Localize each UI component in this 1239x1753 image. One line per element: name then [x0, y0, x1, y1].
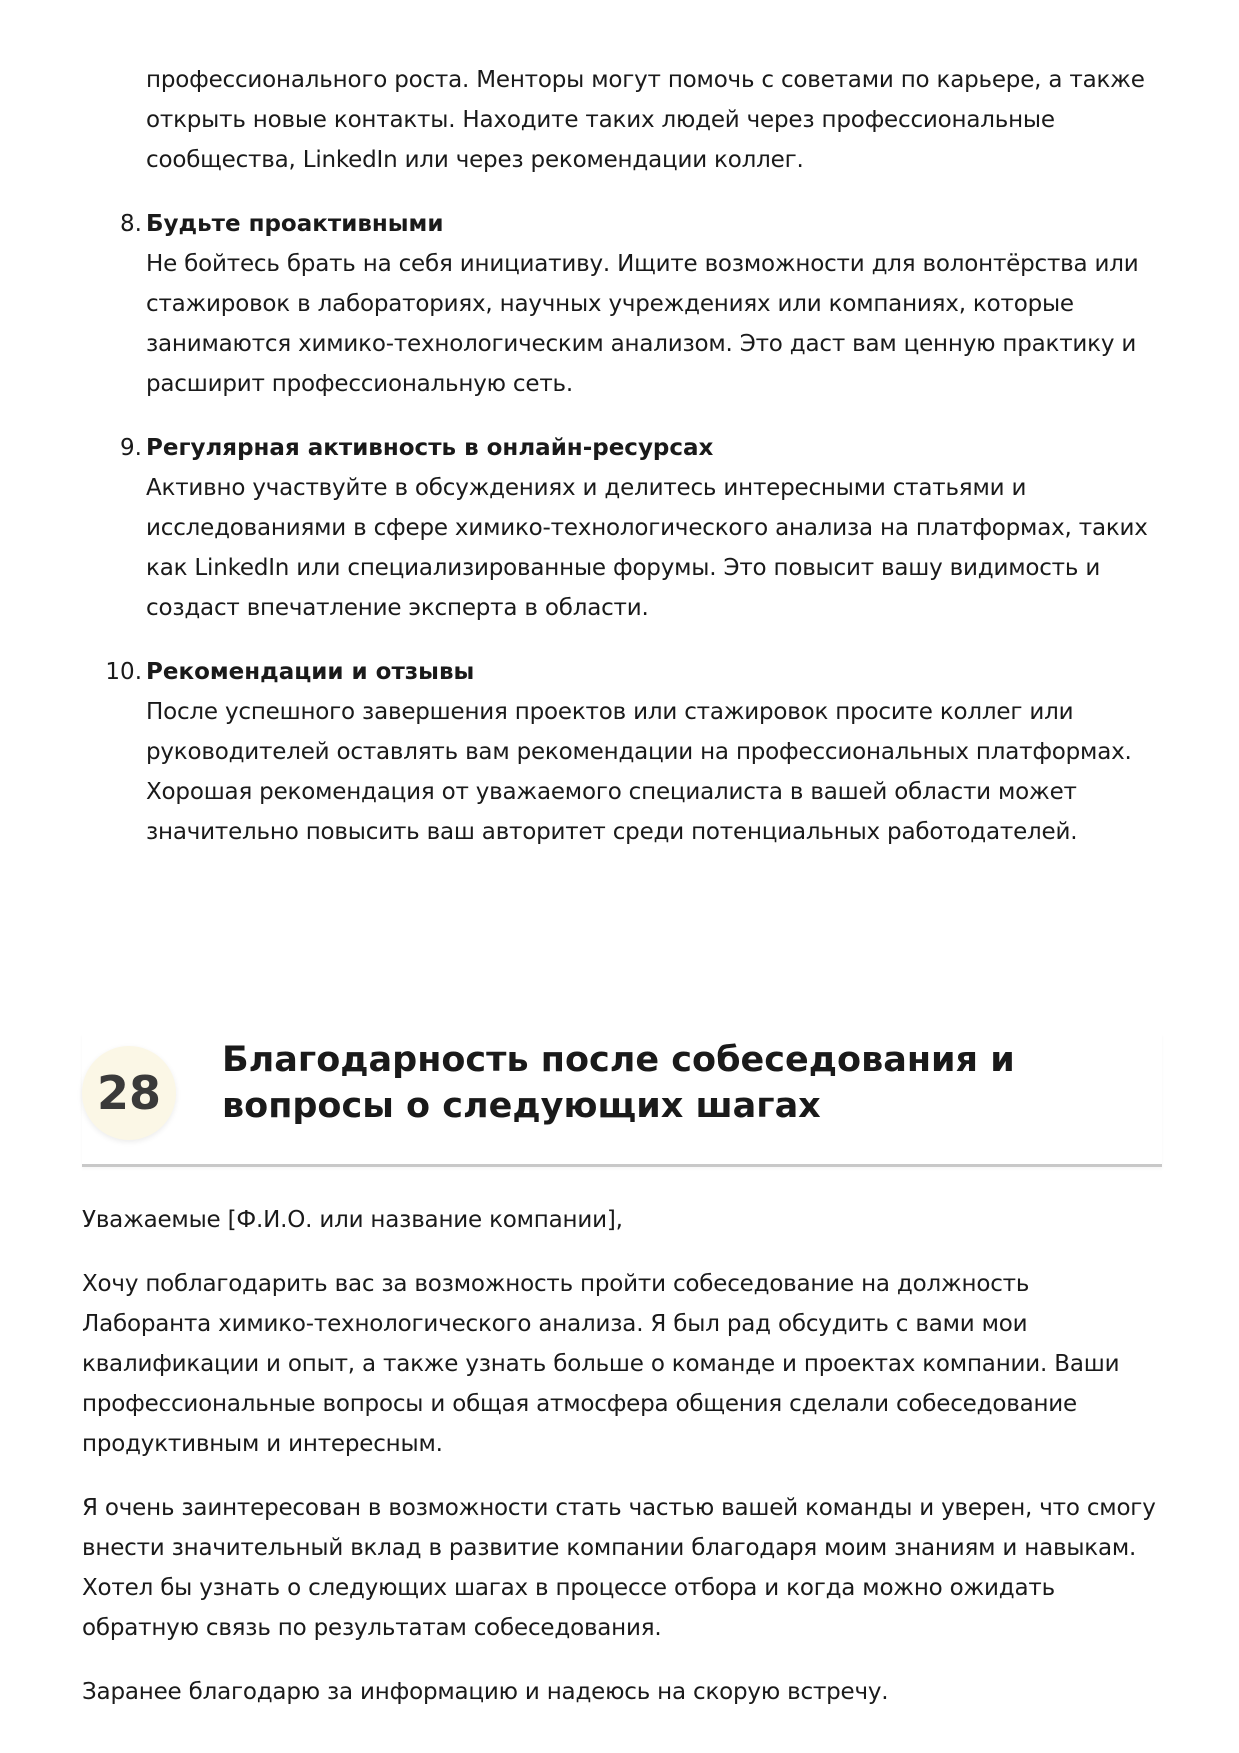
tip-body: После успешного завершения проектов или стажировок просите коллег или руководителей оставлять вам рекомендации на профессиональных платформах. Хорошая рекомендация от уважаемого специалиста в вашей области может значительно повысить ваш авторитет среди потенциальных работодателей. [146, 699, 1132, 845]
tip-number: 8. [120, 211, 142, 237]
intro-paragraph: профессионального роста. Менторы могут помочь с советами по карьере, а также открыть новые контакты. Находите таких людей через профессиональные сообщества, LinkedIn или через рекомендации коллег. [146, 67, 1145, 173]
tip-number: 9. [120, 435, 142, 461]
section-number-badge: 28 [82, 1046, 176, 1140]
tips-list [105, 60, 1166, 852]
letter-paragraph-2: Я очень заинтересован в возможности стать частью вашей команды и уверен, что смогу внести значительный вклад в развитие компании благодаря моим знаниям и навыкам. Хотел бы узнать о следующих шагах в процессе отбора и когда можно ожидать обратную связь по результатам собеседования. [82, 1495, 1156, 1641]
thank-you-letter [82, 1200, 1162, 1736]
section-header [82, 1034, 1162, 1167]
letter-greeting: Уважаемые [Ф.И.О. или название компании], [82, 1207, 623, 1233]
tip-title: Рекомендации и отзывы [146, 659, 475, 685]
tip-title: Регулярная активность в онлайн-ресурсах [146, 435, 714, 461]
section-title: Благодарность после собеседования и вопросы о следующих шагах [222, 1040, 1015, 1126]
tip-title: Будьте проактивными [146, 211, 444, 237]
tip-body: Активно участвуйте в обсуждениях и делитесь интересными статьями и исследованиями в сфере химико-технологического анализа на платформах, таких как LinkedIn или специализированные форумы. Это повысит вашу видимость и создаст впечатление эксперта в области. [146, 475, 1148, 621]
tip-body: Не бойтесь брать на себя инициативу. Ищите возможности для волонтёрства или стажировок в лабораториях, научных учреждениях или компаниях, которые занимаются химико-технологическим анализом. Это даст вам ценную практику и расширит профессиональную сеть. [146, 251, 1139, 397]
tip-number: 10. [105, 659, 142, 685]
letter-closing: Заранее благодарю за информацию и надеюсь на скорую встречу. [82, 1679, 889, 1705]
tip-item-8 [120, 204, 1166, 404]
tip-item-10 [105, 652, 1166, 852]
letter-paragraph-1: Хочу поблагодарить вас за возможность пройти собеседование на должность Лаборанта химико-технологического анализа. Я был рад обсудить с вами мои квалификации и опыт, а также узнать больше о команде и проектах компании. Ваши профессиональные вопросы и общая атмосфера общения сделали собеседование продуктивным и интересным. [82, 1271, 1120, 1457]
tip-item-9 [120, 428, 1166, 628]
